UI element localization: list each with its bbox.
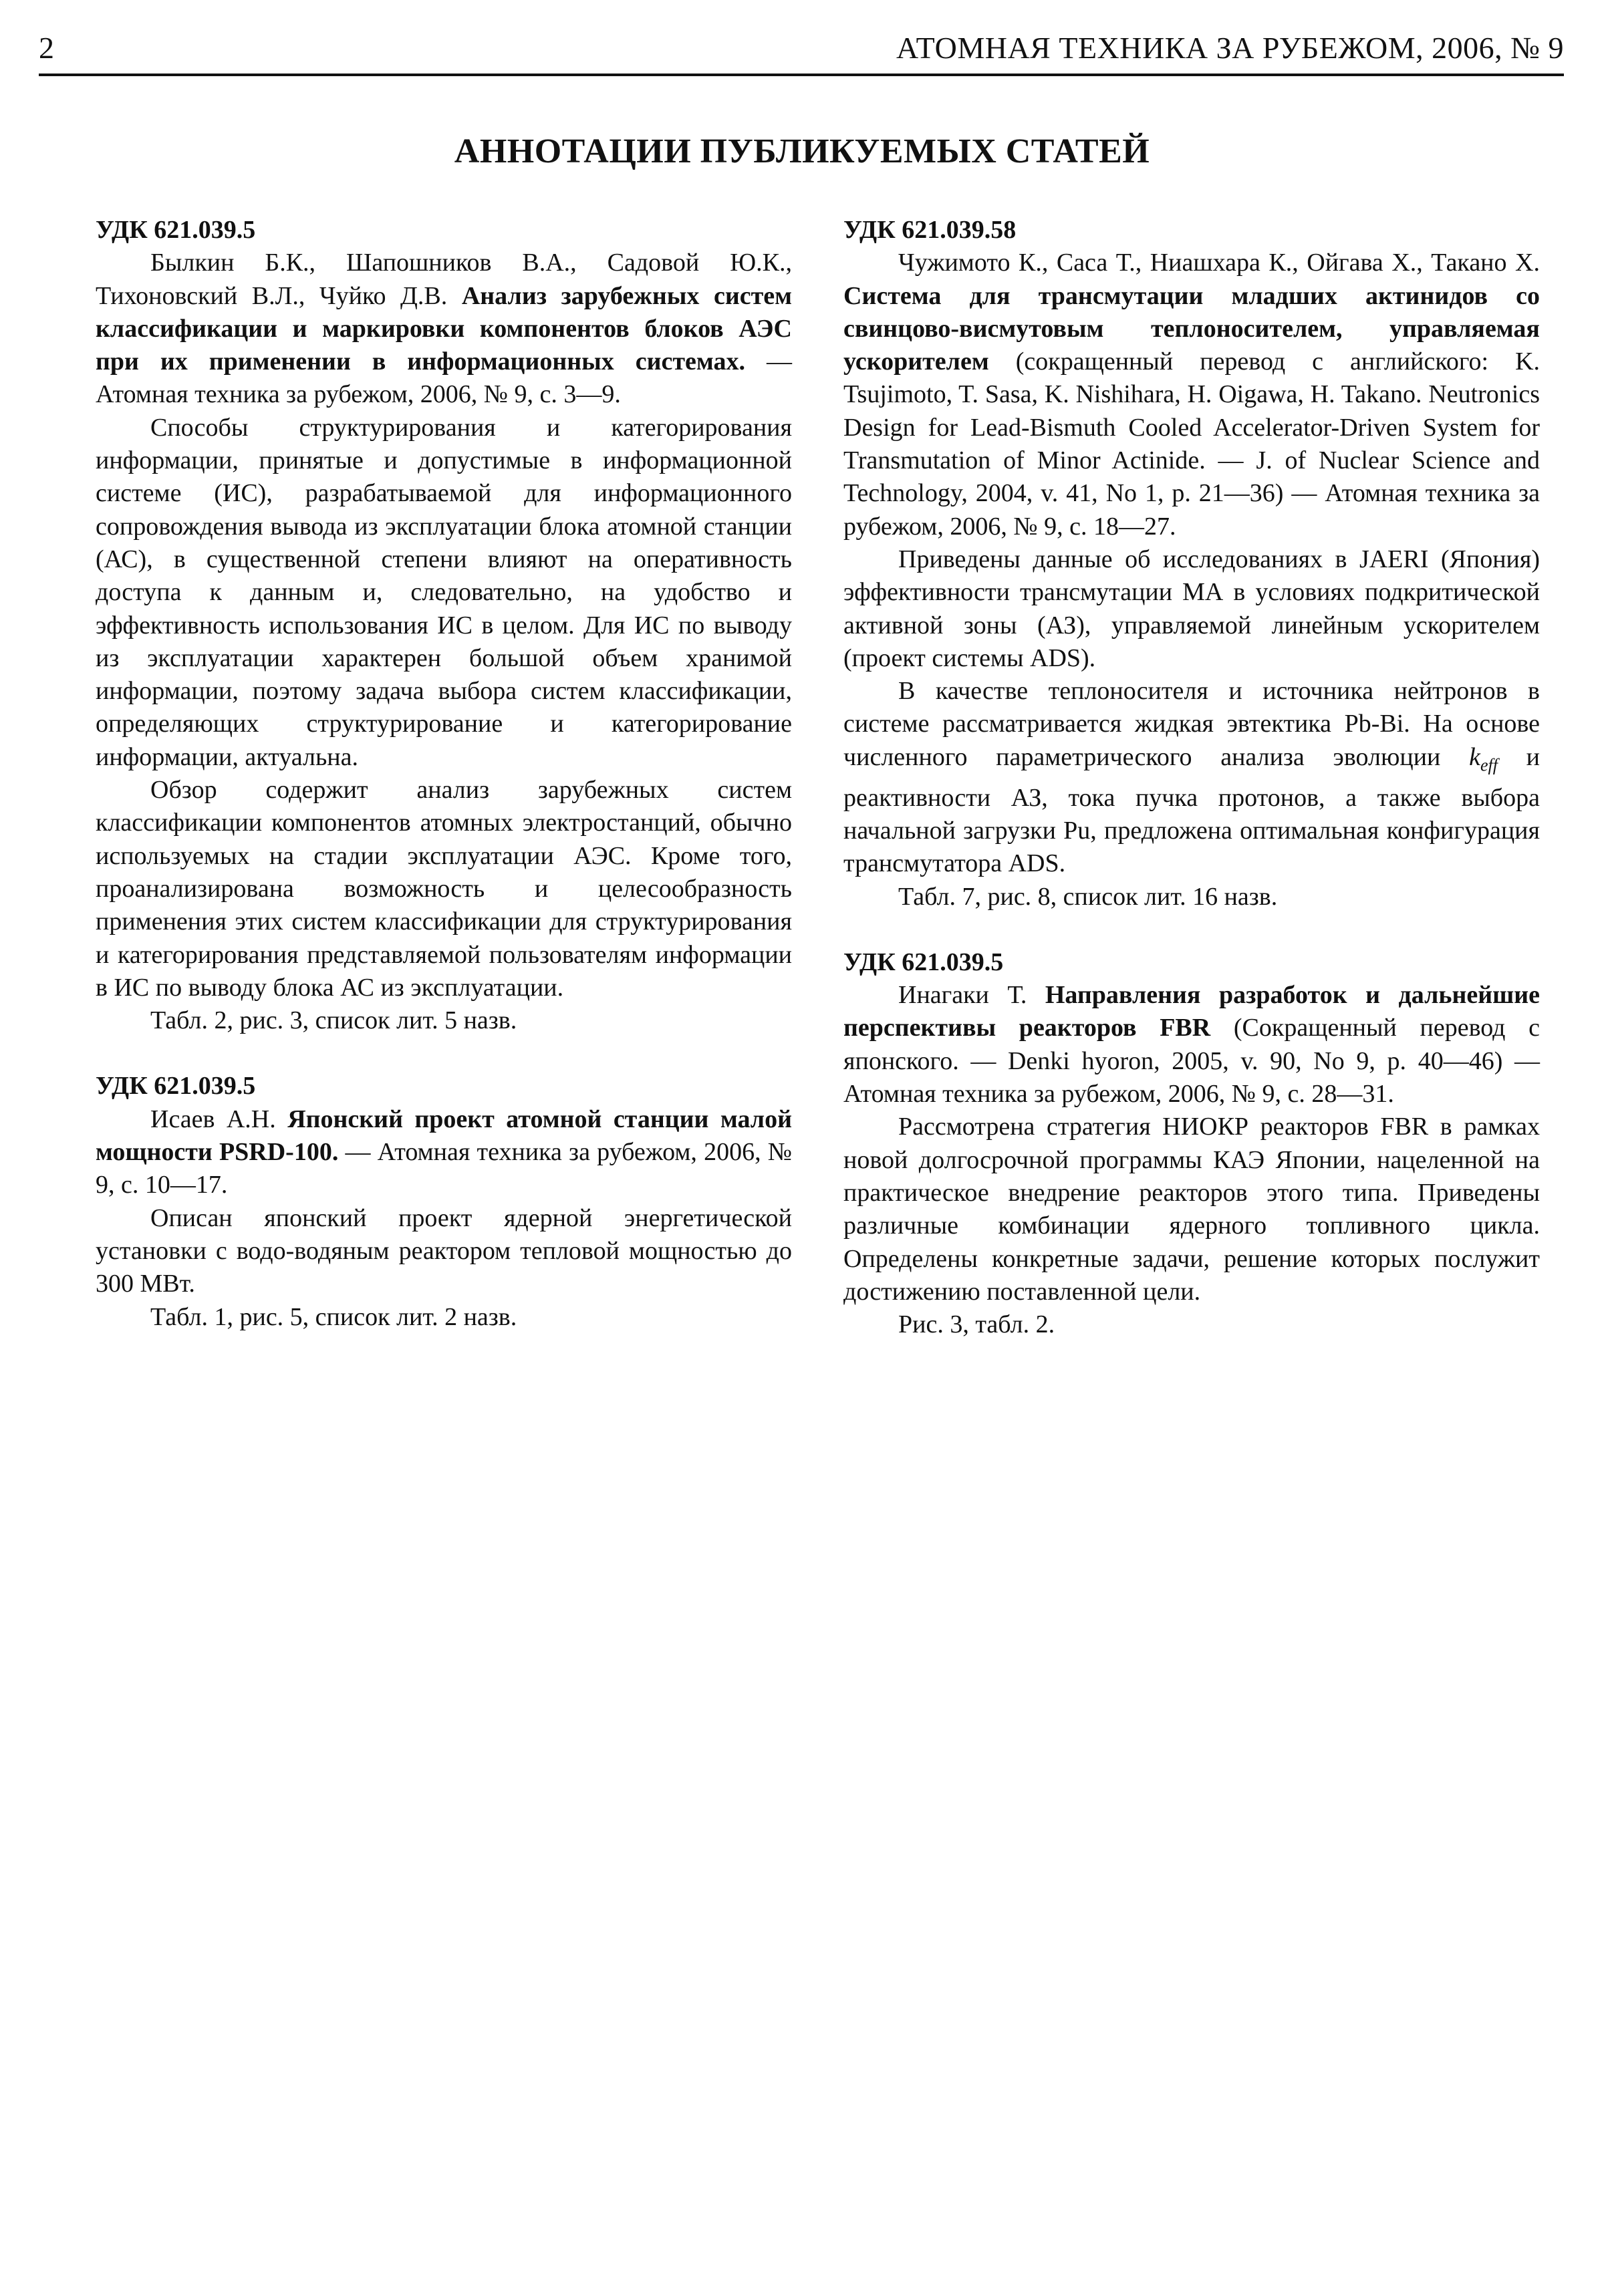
- keff-text-after: и реактивности АЗ, тока пучка протонов, а также выбора начальной загрузки Pu, предложена оптимальная конфигурация трансмутатора ADS.: [843, 742, 1540, 878]
- citation: [96, 1103, 792, 1202]
- authors: Исаев А.Н.: [150, 1105, 276, 1133]
- authors: Инагаки Т.: [898, 981, 1027, 1010]
- authors: Былкин Б.К., Шапошников В.А., Садовой Ю.К., Тихоновский В.Л., Чуйко Д.В.: [96, 249, 792, 310]
- article-3: [843, 214, 1540, 913]
- article-title: Японский проект атомной станции малой мощности PSRD-100.: [96, 1105, 792, 1167]
- references-count: Рис. 3, табл. 2.: [898, 1310, 1055, 1339]
- source: — Атомная техника за рубежом, 2006, № 9, с. 10—17.: [96, 1138, 793, 1199]
- article-title: Направления разработок и дальнейшие перспективы реакторов FBR: [843, 981, 1540, 1042]
- udk-code: УДК 621.039.5: [96, 216, 256, 244]
- source: (Сокращенный перевод с японского. — Denki hyoron, 2005, v. 90, No 9, p. 40—46) — Атомная техника за рубежом, 2006, № 9, с. 28—31.: [843, 1014, 1540, 1109]
- abstract-paragraph: Способы структурирования и категорирования информации, принятые и допустимые в информационной системе (ИС), разрабатываемой для информационного сопровождения вывода из эксплуатации блока атомной станции (АС), в существенной степени влияют на оперативность доступа к данным и, следовательно, на удобство и эффективность использования ИС в целом. Для ИС по выводу из эксплуатации характерен большой объем хранимой информации, поэтому задача выбора систем классификации, определяющих структурирование и категорирование информации, актуальна.: [96, 413, 792, 771]
- citation: [843, 979, 1540, 1111]
- left-column: [96, 214, 792, 1367]
- udk-code: УДК 621.039.58: [843, 216, 1017, 244]
- udk-code: УДК 621.039.5: [96, 1072, 256, 1101]
- references-count: Табл. 2, рис. 3, список лит. 5 назв.: [150, 1006, 517, 1035]
- article-2: [96, 1070, 792, 1333]
- keff-symbol: k: [1469, 742, 1480, 771]
- citation: [96, 247, 792, 411]
- article-title: Система для трансмутации младших актинидов со свинцово-висмутовым теплоносителем, управляемая ускорителем: [843, 281, 1540, 376]
- source: — Атомная техника за рубежом, 2006, № 9, с. 3—9.: [96, 347, 793, 409]
- abstract-paragraph: Описан японский проект ядерной энергетической установки с водо-водяным реактором тепловой мощностью до 300 МВт.: [96, 1203, 792, 1298]
- running-header: [39, 28, 1564, 76]
- keff-subscript: eff: [1480, 755, 1498, 775]
- right-column: [843, 214, 1540, 1374]
- authors: Чужимото К., Саса Т., Ниашхара К., Ойгава Х., Такано Х.: [898, 249, 1540, 277]
- journal-header: АТОМНАЯ ТЕХНИКА ЗА РУБЕЖОМ, 2006, № 9: [896, 31, 1564, 65]
- page-number: 2: [39, 31, 54, 65]
- article-title: Анализ зарубежных систем классификации и маркировки компонентов блоков АЭС при их применении в информационных системах.: [96, 281, 792, 376]
- citation: [843, 247, 1540, 543]
- abstract-paragraph: Обзор содержит анализ зарубежных систем классификации компонентов атомных электростанций, обычно используемых на стадии эксплуатации АЭС. Кроме того, проанализирована возможность и целесообразность применения этих систем классификации для структурирования и категорирования представляемой пользователям информации в ИС по выводу блока АС из эксплуатации.: [96, 776, 792, 1002]
- udk-code: УДК 621.039.5: [843, 948, 1004, 976]
- keff-text-before: В качестве теплоносителя и источника нейтронов в системе рассматривается жидкая эвтектика Pb-Bi. На основе численного параметрического анализа эволюции: [843, 677, 1540, 771]
- article-1: [96, 214, 792, 1037]
- abstract-paragraph: Приведены данные об исследованиях в JAERI (Япония) эффективности трансмутации МА в условиях подкритической активной зоны (АЗ), управляемой линейным ускорителем (проект системы ADS).: [843, 545, 1540, 672]
- abstract-paragraph: [843, 675, 1540, 880]
- references-count: Табл. 1, рис. 5, список лит. 2 назв.: [150, 1302, 517, 1331]
- abstract-paragraph: Рассмотрена стратегия НИОКР реакторов FBR в рамках новой долгосрочной программы КАЭ Японии, нацеленной на практическое внедрение реакторов этого типа. Приведены различные комбинации ядерного топливного цикла. Определены конкретные задачи, решение которых послужит достижению поставленной цели.: [843, 1113, 1540, 1306]
- article-4: [843, 946, 1540, 1342]
- page-title: АННОТАЦИИ ПУБЛИКУЕМЫХ СТАТЕЙ: [454, 132, 1150, 170]
- source: (сокращенный перевод с английского: K. Tsujimoto, T. Sasa, K. Nishihara, H. Oigawa, H. Takano. Neutronics Design for Lead-Bismuth Cooled Accelerator-Driven System for Transmutation of Minor Actinide. — J. of Nuclear Science and Technology, 2004, v. 41, No 1, p. 21—36) — Атомная техника за рубежом, 2006, № 9, с. 18—27.: [843, 347, 1541, 541]
- references-count: Табл. 7, рис. 8, список лит. 16 назв.: [898, 882, 1278, 911]
